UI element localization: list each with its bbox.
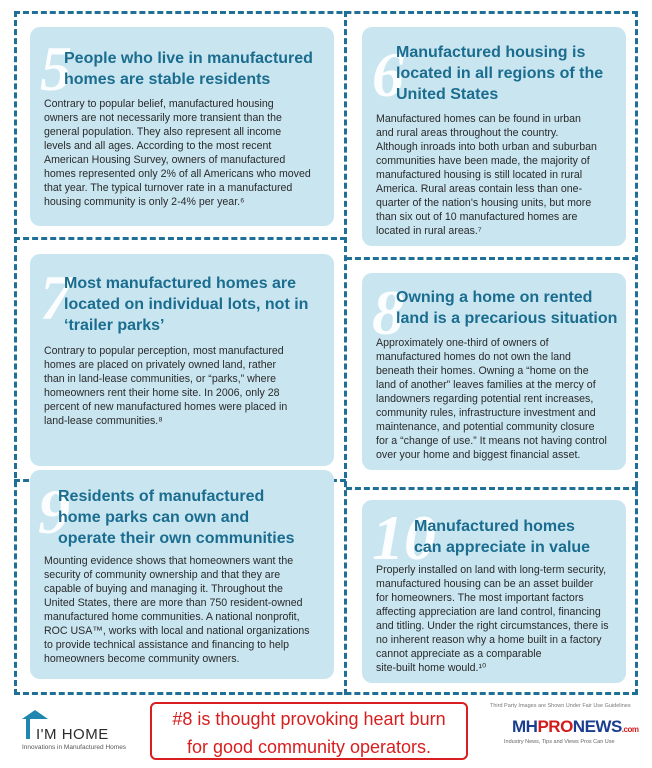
section-body: Mounting evidence shows that homeowners want the security of community ownership and that they are capable of buying and managing it. Throughout the United States, there are more than 750 resident-owned manufactured home communities. A national nonprofit, ROC USA™, works with local and national organizations to provide technical assistance and financing to help homeowners become community owners. xyxy=(44,555,310,665)
row-divider-2 xyxy=(346,257,638,260)
section-number: 7 xyxy=(40,262,72,333)
section-number: 8 xyxy=(372,277,404,348)
section-body: Manufactured homes can be found in urban and rural areas throughout the country. Although inroads into both urban and suburban communities have been made, the majority of manufactured housing is still located in rural America. Rural areas contain less than one- quarter of the nation's housing units, but more than six out of 10 manufactured homes are located in rural areas.⁷ xyxy=(376,113,597,237)
im-home-logo xyxy=(20,707,130,755)
section-number: 9 xyxy=(38,476,70,547)
section-body: Approximately one-third of owners of manufactured homes do not own the land beneath their homes. Owning a “home on the land of another” leaves families at the mercy of landowners regarding potential rent increases, community rules, infrastructure investment and maintenance, and potential community closure for a “change of use.” It means not having control over your home and biggest financial asset. xyxy=(376,337,607,461)
logo-brand: I'M HOME xyxy=(36,726,109,743)
commentary-note xyxy=(150,702,468,760)
section-body: Contrary to popular perception, most manufactured homes are placed on privately owned land, rather than in land-lease communities, or “parks,” where homeowners rent their home site. In 2006, only 28 percent of new manufactured homes were placed in land-lease communities.⁸ xyxy=(44,345,288,427)
section-number: 5 xyxy=(40,33,72,104)
section-title: Most manufactured homes are located on individual lots, not in ‘trailer parks’ xyxy=(64,275,309,334)
section-title: Owning a home on rented land is a precarious situation xyxy=(396,289,618,327)
section-card-6 xyxy=(362,27,626,246)
section-title: Manufactured housing is located in all regions of the United States xyxy=(396,44,604,103)
section-card-10 xyxy=(362,500,626,683)
section-card-5 xyxy=(30,27,334,226)
section-title: Residents of manufactured home parks can own and operate their own communities xyxy=(58,488,295,547)
section-number: 10 xyxy=(372,502,436,573)
section-card-8 xyxy=(362,273,626,470)
section-card-9 xyxy=(30,470,334,679)
section-body: Properly installed on land with long-term security, manufactured housing can be an asset builder for homeowners. The most important factors affecting appreciation are land control, financing and titling. Under the right circumstances, there is no inherent reason why a home built in a factory cannot appreciate as a comparable site-built home would.¹⁰ xyxy=(376,564,609,674)
row-divider-4 xyxy=(346,487,638,490)
section-title: People who live in manufactured homes are stable residents xyxy=(64,50,313,88)
note-line: #8 is thought provoking heart burn xyxy=(172,709,446,729)
mhpronews-logo xyxy=(490,703,640,763)
column-divider xyxy=(344,11,347,695)
logo-tagline: Innovations in Manufactured Homes xyxy=(22,744,127,751)
mhpronews-slogan: Industry News, Tips and Views Pros Can Use xyxy=(504,739,615,745)
note-line: for good community operators. xyxy=(186,737,432,757)
section-number: 6 xyxy=(372,39,404,110)
section-card-7 xyxy=(30,254,334,466)
row-divider-1 xyxy=(14,237,346,240)
mhpronews-wordmark: MHPRONEWS.com xyxy=(512,717,639,736)
section-title: Manufactured homes can appreciate in value xyxy=(414,518,591,556)
section-body: Contrary to popular belief, manufactured housing owners are not necessarily more transient than the general population. They also represent all income levels and all ages. According to the most recent American Housing Survey, owners of manufactured homes represented only 2% of all Americans who moved that year. The typical turnover rate in a manufactured housing community is only 2-4% per year.⁶ xyxy=(44,98,311,208)
fair-use-notice: Third Party Images are Shown Under Fair Use Guidelines xyxy=(490,703,631,709)
